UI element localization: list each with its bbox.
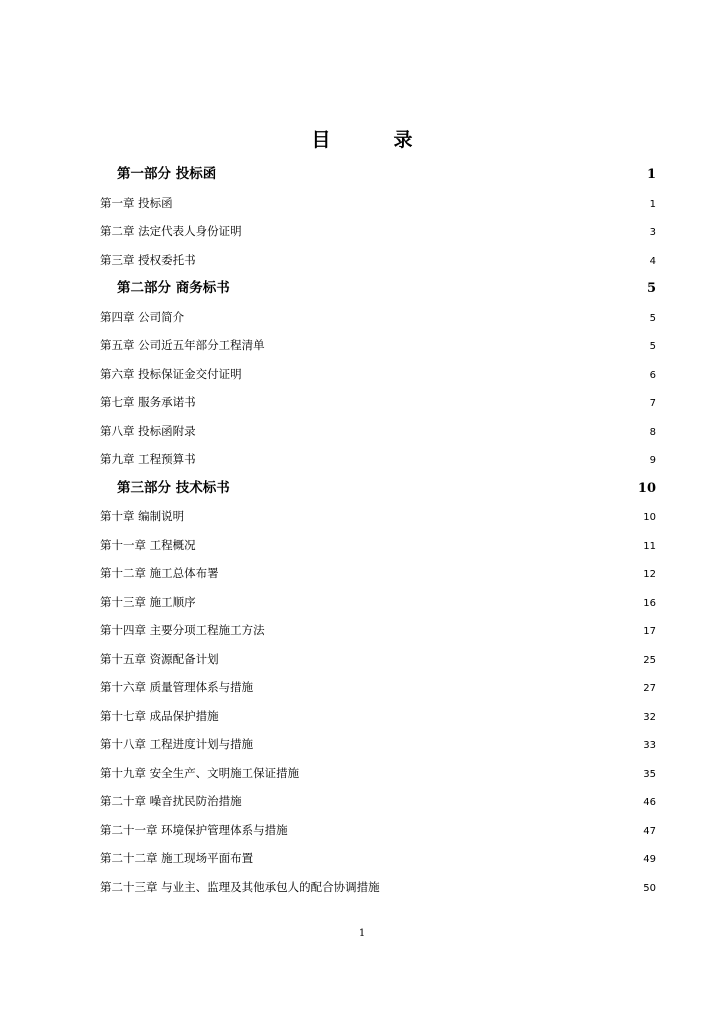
toc-entry-page-number: 3 [649, 227, 656, 238]
toc-entry-label: 第五章 公司近五年部分工程清单 [100, 338, 265, 352]
toc-entry-page-number: 25 [643, 654, 656, 666]
toc-chapter-entry[interactable] [100, 417, 656, 446]
toc-entry-label: 第四章 公司简介 [100, 309, 185, 324]
toc-entry-page-number: 10 [643, 512, 656, 523]
toc-chapter-entry[interactable] [100, 502, 656, 531]
toc-entry-page-number: 16 [643, 597, 656, 609]
toc-entry-label: 第十八章 工程进度计划与措施 [100, 737, 254, 751]
toc-chapter-entry[interactable] [100, 588, 656, 617]
toc-entry-page-number: 47 [643, 825, 656, 837]
toc-part-entry[interactable] [100, 474, 656, 503]
toc-entry-label: 第六章 投标保证金交付证明 [100, 366, 242, 381]
toc-entry-label: 第一部分 投标函 [117, 166, 217, 182]
toc-chapter-entry[interactable] [100, 787, 656, 816]
toc-entry-page-number: 5 [649, 341, 656, 352]
toc-entry-page-number: 35 [643, 768, 656, 780]
toc-entry-label: 第十四章 主要分项工程施工方法 [100, 623, 265, 637]
toc-chapter-entry[interactable] [100, 645, 656, 674]
toc-entry-label: 第二十三章 与业主、监理及其他承包人的配合协调措施 [100, 879, 380, 894]
toc-entry-page-number: 46 [643, 797, 656, 808]
toc-entry-label: 第十五章 资源配备计划 [100, 651, 219, 666]
toc-entry-page-number: 12 [643, 569, 656, 580]
toc-entry-label: 第二十二章 施工现场平面布置 [100, 851, 254, 865]
toc-part-entry[interactable] [100, 274, 656, 303]
toc-chapter-entry[interactable] [100, 730, 656, 759]
toc-entry-page-number: 10 [637, 480, 656, 496]
toc-chapter-entry[interactable] [100, 303, 656, 332]
toc-entry-label: 第三章 授权委托书 [100, 252, 196, 267]
toc-entry-label: 第七章 服务承诺书 [100, 395, 196, 409]
toc-entry-label: 第二十章 噪音扰民防治措施 [100, 794, 242, 808]
toc-entry-label: 第十六章 质量管理体系与措施 [100, 680, 254, 694]
toc-chapter-entry[interactable] [100, 531, 656, 560]
toc-entry-page-number: 6 [649, 369, 656, 381]
toc-chapter-entry[interactable] [100, 445, 656, 474]
table-of-contents [100, 160, 656, 901]
toc-entry-page-number: 7 [649, 398, 656, 409]
toc-chapter-entry[interactable] [100, 331, 656, 360]
toc-entry-label: 第十一章 工程概况 [100, 537, 196, 552]
toc-chapter-entry[interactable] [100, 217, 656, 246]
toc-chapter-entry[interactable] [100, 246, 656, 275]
toc-entry-page-number: 8 [649, 426, 656, 438]
toc-entry-label: 第二部分 商务标书 [117, 280, 230, 296]
toc-entry-label: 第八章 投标函附录 [100, 423, 196, 438]
toc-entry-label: 第二章 法定代表人身份证明 [100, 224, 242, 238]
toc-entry-page-number: 32 [643, 711, 656, 723]
toc-chapter-entry[interactable] [100, 388, 656, 417]
toc-entry-label: 第九章 工程预算书 [100, 452, 196, 466]
toc-chapter-entry[interactable] [100, 873, 656, 902]
toc-entry-label: 第十章 编制说明 [100, 509, 185, 523]
toc-entry-label: 第三部分 技术标书 [117, 479, 230, 496]
toc-part-entry[interactable] [100, 160, 656, 189]
toc-entry-label: 第十三章 施工顺序 [100, 594, 196, 609]
toc-entry-page-number: 49 [643, 854, 656, 865]
toc-entry-page-number: 1 [649, 198, 656, 210]
toc-entry-label: 第一章 投标函 [100, 195, 173, 210]
toc-entry-page-number: 33 [643, 740, 656, 751]
toc-chapter-entry[interactable] [100, 559, 656, 588]
toc-chapter-entry[interactable] [100, 702, 656, 731]
toc-entry-label: 第十九章 安全生产、文明施工保证措施 [100, 765, 300, 780]
toc-entry-label: 第十七章 成品保护措施 [100, 708, 219, 723]
toc-chapter-entry[interactable] [100, 759, 656, 788]
toc-entry-page-number: 4 [649, 255, 656, 267]
page-number: 1 [358, 928, 366, 939]
toc-chapter-entry[interactable] [100, 360, 656, 389]
toc-entry-page-number: 17 [643, 626, 656, 637]
toc-entry-page-number: 9 [649, 455, 656, 466]
toc-entry-page-number: 5 [646, 281, 656, 296]
toc-chapter-entry[interactable] [100, 189, 656, 218]
toc-chapter-entry[interactable] [100, 616, 656, 645]
toc-entry-label: 第二十一章 环境保护管理体系与措施 [100, 822, 288, 837]
toc-entry-page-number: 1 [646, 167, 656, 182]
toc-entry-page-number: 27 [643, 683, 656, 694]
toc-entry-page-number: 11 [643, 540, 656, 552]
toc-chapter-entry[interactable] [100, 673, 656, 702]
toc-chapter-entry[interactable] [100, 844, 656, 873]
toc-entry-page-number: 50 [643, 882, 656, 894]
toc-chapter-entry[interactable] [100, 816, 656, 845]
toc-entry-page-number: 5 [649, 312, 656, 324]
toc-entry-label: 第十二章 施工总体布署 [100, 566, 219, 580]
toc-title: 目 录 [311, 129, 435, 151]
